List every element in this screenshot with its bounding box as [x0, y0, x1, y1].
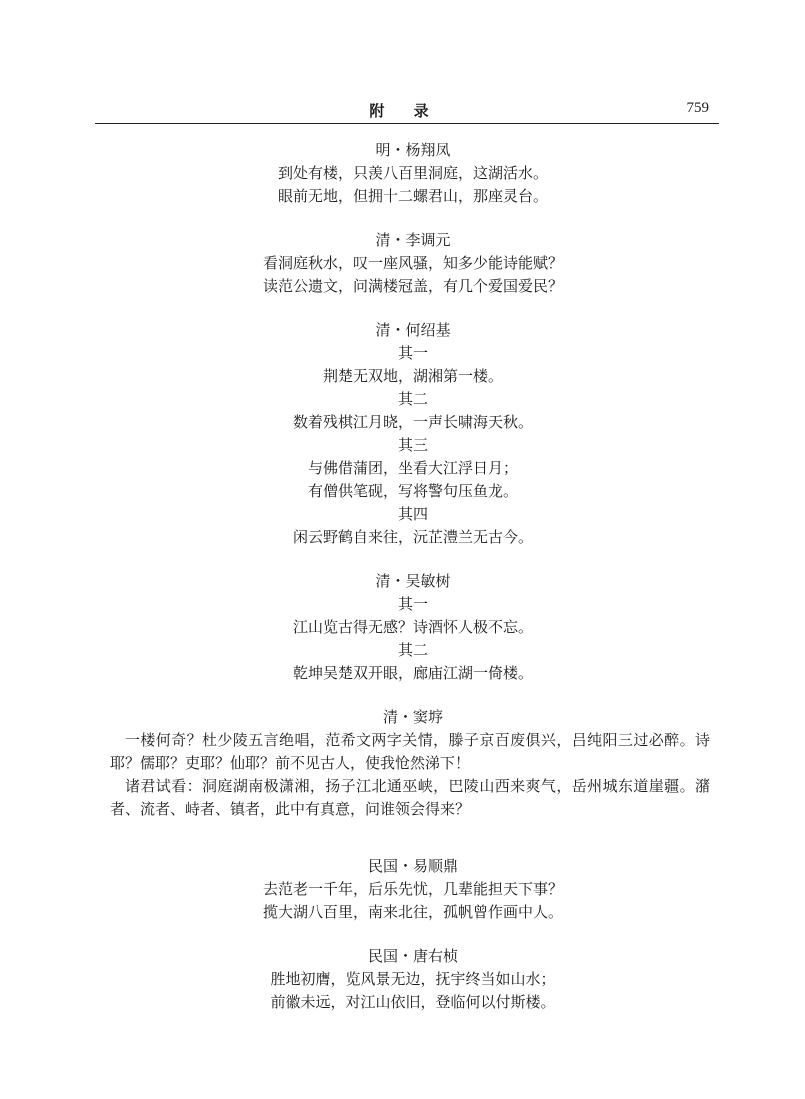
verse-line: 数着残棋江月晓，一声长啸海天秋。: [292, 413, 533, 431]
page-header: [95, 100, 715, 122]
long-couplet-prose: [110, 729, 710, 821]
author-line: 明・杨翔凤: [375, 141, 451, 159]
author-line: 清・何绍基: [375, 321, 451, 339]
page-number: 759: [686, 100, 709, 116]
couplet-tang-youzhen: [110, 945, 710, 1014]
header-rule: [95, 123, 719, 124]
couplet-dou-xu: [110, 706, 710, 821]
author-line: 民国・易顺鼎: [367, 857, 458, 875]
verse-line: 读范公遗文，问满楼冠盖，有几个爱国爱民？: [262, 277, 563, 295]
sub-heading: 其一: [397, 344, 428, 362]
author-line: 清・李调元: [375, 231, 451, 249]
verse-line: 去范老一千年，后乐先忧，几辈能担天下事？: [262, 880, 563, 898]
author-line: 民国・唐右桢: [367, 947, 458, 965]
prose-paragraph: 诸君试看：洞庭湖南极潇湘，扬子江北通巫峡，巴陵山西来爽气，岳州城东道崖疆。潴者、流者、峙者、镇者，此中有真意，问谁领会得来？: [110, 777, 710, 818]
verse-line: 有僧供笔砚，写将警句压鱼龙。: [307, 482, 518, 500]
verse-line: 眼前无地，但拥十二螺君山，那座灵台。: [277, 187, 548, 205]
prose-paragraph: 一楼何奇？杜少陵五言绝唱，范希文两字关情，滕子京百废俱兴，吕纯阳三过必醉。诗耶？儒耶？吏耶？仙耶？前不见古人，使我怆然涕下！: [110, 731, 710, 772]
sub-heading: 其一: [397, 595, 428, 613]
verse-line: 看洞庭秋水，叹一座风骚，知多少能诗能赋？: [262, 254, 563, 272]
verse-line: 到处有楼，只羡八百里洞庭，这湖活水。: [277, 164, 548, 182]
verse-line: 前徽未远，对江山依旧，登临何以付斯楼。: [270, 993, 556, 1011]
verse-line: 揽大湖八百里，南来北往，孤帆曾作画中人。: [262, 903, 563, 921]
sub-heading: 其二: [397, 641, 428, 659]
verse-line: 与佛借蒲团，坐看大江浮日月；: [307, 459, 518, 477]
sub-heading: 其二: [397, 390, 428, 408]
verse-line: 乾坤吴楚双开眼，廊庙江湖一倚楼。: [292, 664, 533, 682]
author-line: 清・吴敏树: [375, 572, 451, 590]
sub-heading: 其三: [397, 436, 428, 454]
couplet-yang-xiangfeng: [110, 139, 710, 208]
running-title: 附 录: [369, 102, 441, 120]
couplet-wu-minshu: [110, 570, 710, 685]
author-line: 清・窦垿: [382, 708, 443, 726]
sub-heading: 其四: [397, 505, 428, 523]
verse-line: 江山览古得无感？诗酒怀人极不忘。: [292, 618, 533, 636]
couplet-list: [110, 139, 710, 1035]
verse-line: 胜地初膺，览风景无边，抚宇终当如山水；: [270, 970, 556, 988]
verse-line: 荆楚无双地，湖湘第一楼。: [322, 367, 503, 385]
verse-line: 闲云野鹤自来往，沅芷澧兰无古今。: [292, 528, 533, 546]
couplet-li-tiaoyuan: [110, 229, 710, 298]
couplet-he-shaoji: [110, 319, 710, 549]
couplet-yi-shunding: [110, 855, 710, 924]
